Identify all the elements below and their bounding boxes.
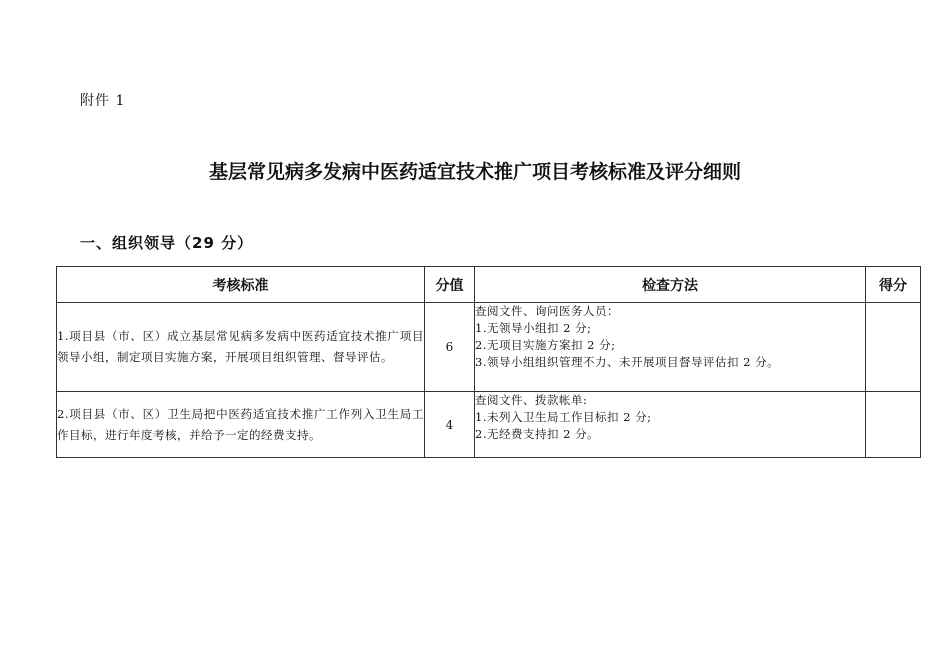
value-cell: 4	[425, 392, 475, 458]
header-method: 检查方法	[475, 267, 866, 303]
header-score: 得分	[866, 267, 921, 303]
table-header-row	[57, 267, 921, 303]
table-row	[57, 392, 921, 458]
standard-cell: 1.项目县（市、区）成立基层常见病多发病中医药适宜技术推广项目领导小组，制定项目实施方案，开展项目组织管理、督导评估。	[57, 303, 425, 392]
method-cell	[475, 392, 866, 458]
scoring-table	[56, 266, 921, 458]
method-line: 查阅文件、询问医务人员：	[475, 304, 619, 318]
section-heading: 一、组织领导（29 分）	[80, 234, 254, 252]
method-line: 1.未列入卫生局工作目标扣 2 分;	[475, 410, 652, 424]
document-title: 基层常见病多发病中医药适宜技术推广项目考核标准及评分细则	[208, 161, 741, 183]
table-row	[57, 303, 921, 392]
method-line: 3.领导小组组织管理不力、未开展项目督导评估扣 2 分。	[475, 355, 780, 369]
method-line: 查阅文件、拨款帐单:	[475, 393, 588, 407]
annex-label: 附件 1	[80, 93, 126, 109]
method-line: 1.无领导小组扣 2 分;	[475, 321, 592, 335]
value-cell: 6	[425, 303, 475, 392]
score-cell[interactable]	[866, 392, 921, 458]
method-line: 2.无经费支持扣 2 分。	[475, 427, 600, 441]
header-standard: 考核标准	[57, 267, 425, 303]
method-line: 2.无项目实施方案扣 2 分;	[475, 338, 616, 352]
score-cell[interactable]	[866, 303, 921, 392]
method-cell	[475, 303, 866, 392]
standard-cell: 2.项目县（市、区）卫生局把中医药适宜技术推广工作列入卫生局工作目标，进行年度考核，并给予一定的经费支持。	[57, 392, 425, 458]
header-value: 分值	[425, 267, 475, 303]
